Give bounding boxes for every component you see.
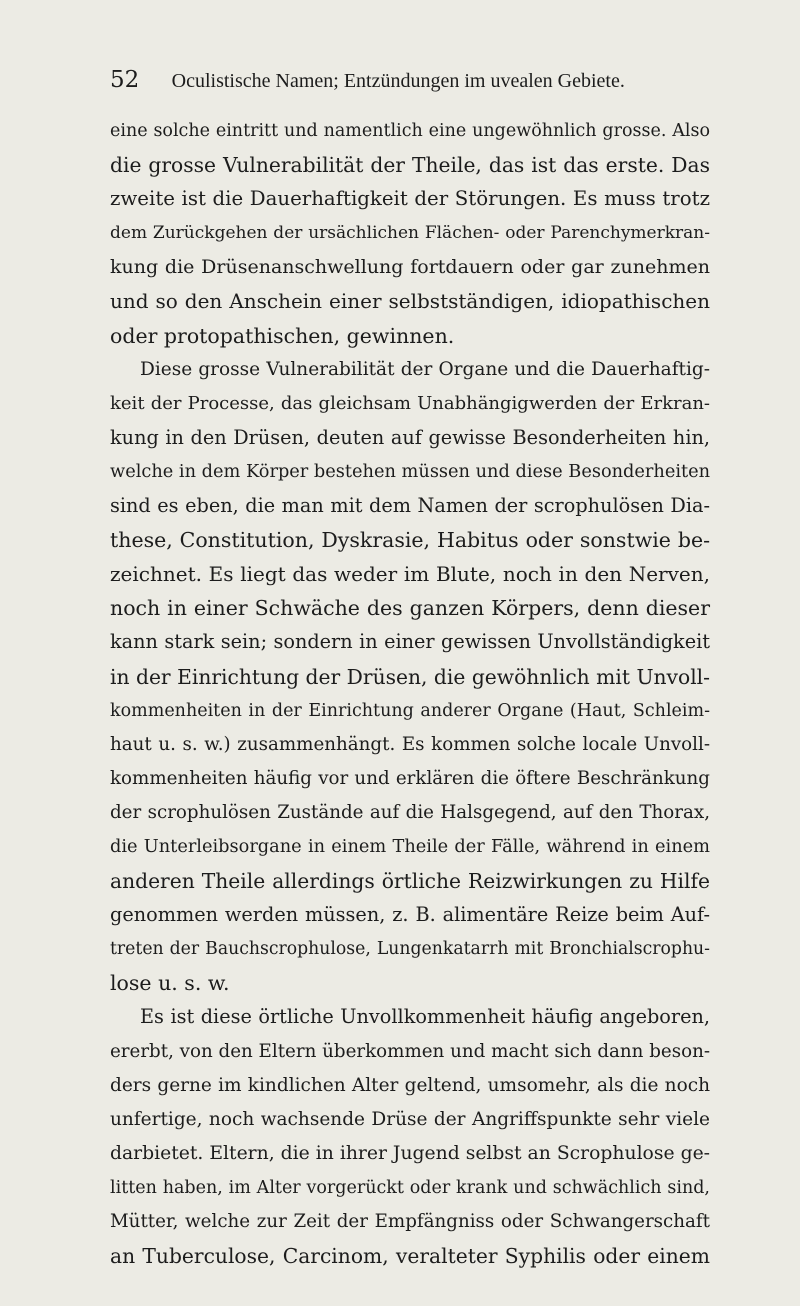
text-line: litten haben, im Alter vorgerückt oder krank und schwächlich sind, [110,1177,710,1198]
text-line: unfertige, noch wachsende Drüse der Angriffspunkte sehr viele [110,1108,710,1130]
text-line: zweite ist die Dauerhaftigkeit der Störungen. Es muss trotz [110,187,710,211]
text-line: kung die Drüsenanschwellung fortdauern oder gar zunehmen [110,256,710,279]
text-line: kann stark sein; sondern in einer gewissen Unvollständigkeit [110,630,710,654]
running-header [110,68,740,93]
text-line: oder protopathischen, gewinnen. [110,323,455,348]
text-line: Diese grosse Vulnerabilität der Organe und die Dauerhaftig- [140,358,710,380]
text-line: ders gerne im kindlichen Alter geltend, umsomehr, als die noch [110,1074,710,1096]
running-title: Oculistische Namen; Entzündungen im uvealen Gebiete. [171,70,625,92]
text-line: keit der Processe, das gleichsam Unabhängigwerden der Erkran- [110,392,710,414]
text-line: eine solche eintritt und namentlich eine ungewöhnlich grosse. Also [110,121,710,141]
page-number: 52 [110,67,140,93]
text-line: Es ist diese örtliche Unvollkommenheit häufig angeboren, [140,1005,710,1029]
text-line: kommenheiten häufig vor und erklären die öftere Beschränkung [110,767,710,789]
text-line: und so den Anschein einer selbstständigen, idiopathischen [110,289,710,314]
text-line: der scrophulösen Zustände auf die Halsgegend, auf den Thorax, [110,801,710,823]
text-line: ererbt, von den Eltern überkommen und macht sich dann beson- [110,1040,710,1062]
text-line: haut u. s. w.) zusammenhängt. Es kommen solche locale Unvoll- [110,733,710,755]
text-line: in der Einrichtung der Drüsen, die gewöhnlich mit Unvoll- [110,664,710,689]
text-line: anderen Theile allerdings örtliche Reizwirkungen zu Hilfe [110,869,710,894]
text-line: treten der Bauchscrophulose, Lungenkatarrh mit Bronchialscrophu- [110,939,710,960]
text-line: darbietet. Eltern, die in ihrer Jugend selbst an Scrophulose ge- [110,1142,710,1164]
text-line: lose u. s. w. [110,971,230,996]
text-line: welche in dem Körper bestehen müssen und diese Besonderheiten [110,461,711,482]
text-line: dem Zurückgehen der ursächlichen Flächen- oder Parenchymerkran- [110,223,710,244]
text-line: die grosse Vulnerabilität der Theile, das ist das erste. Das [110,153,710,178]
text-line: kommenheiten in der Einrichtung anderer Organe (Haut, Schleim- [110,700,710,721]
text-line: zeichnet. Es liegt das weder im Blute, noch in den Nerven, [110,562,710,587]
text-line: noch in einer Schwäche des ganzen Körpers, denn dieser [110,596,710,621]
text-line: die Unterleibsorgane in einem Theile der Fälle, während in einem [110,836,710,857]
text-line: an Tuberculose, Carcinom, veralteter Syphilis oder einem [110,1244,710,1269]
body-text [110,114,710,1273]
text-line: kung in den Drüsen, deuten auf gewisse Besonderheiten hin, [110,425,710,449]
text-line: genommen werden müssen, z. B. alimentäre Reize beim Auf- [110,903,710,927]
text-line: Mütter, welche zur Zeit der Empfängniss oder Schwangerschaft [110,1211,710,1232]
text-line: these, Constitution, Dyskrasie, Habitus oder sonstwie be- [110,528,710,553]
text-line: sind es eben, die man mit dem Namen der scrophulösen Dia- [110,494,710,518]
